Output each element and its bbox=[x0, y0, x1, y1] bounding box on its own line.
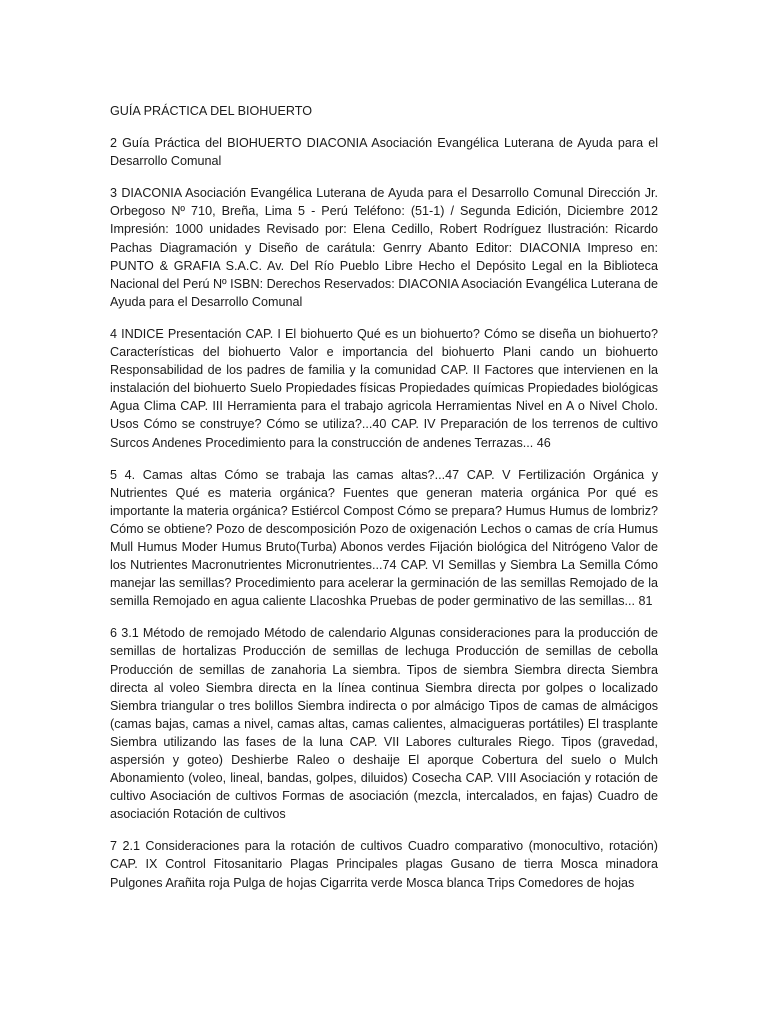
document-title: GUÍA PRÁCTICA DEL BIOHUERTO bbox=[110, 104, 313, 118]
paragraph-5: 5 4. Camas altas Cómo se trabaja las camas altas?...47 CAP. V Fertilización Orgánica y Nutrientes Qué es materia orgánica? Fuentes que generan materia orgánica Por qué es importante la materia orgánica? Estiércol Compost Cómo se prepara? Humus Humus de lombriz? Cómo se obtiene? Pozo de descomposición Pozo de oxigenación Lechos o camas de cría Humus Mull Humus Moder Humus Bruto(Turba) Abonos verdes Fijación biológica del Nitrógeno Valor de los Nutrientes Macronutrientes Micronutrientes...74 CAP. VI Semillas y Siembra La Semilla Cómo manejar las semillas? Procedimiento para acelerar la germinación de las semillas Remojado de la semilla Remojado en agua caliente Llacoshka Pruebas de poder germinativo de las semillas... 81 bbox=[110, 467, 658, 609]
paragraph-3: 3 DIACONIA Asociación Evangélica Luterana de Ayuda para el Desarrollo Comunal Dirección Jr. Orbegoso Nº 710, Breña, Lima 5 - Perú Teléfono: (51-1) / Segunda Edición, Diciembre 2012 Impresión: 1000 unidades Revisado por: Elena Cedillo, Robert Rodríguez Ilustración: Ricardo Pachas Diagramación y Diseño de carátula: Genrry Abanto Editor: DIACONIA Impreso en: PUNTO & GRAFIA S.A.C. Av. Del Río Pueblo Libre Hecho el Depósito Legal en la Biblioteca Nacional del Perú Nº ISBN: Derechos Reservados: DIACONIA Asociación Evangélica Luterana de Ayuda para el Desarrollo Comunal bbox=[110, 186, 658, 309]
paragraph-6: 6 3.1 Método de remojado Método de calendario Algunas consideraciones para la producción de semillas de hortalizas Producción de semillas de lechuga Producción de semillas de cebolla Producción de semillas de zanahoria La siembra. Tipos de siembra Siembra directa Siembra directa al voleo Siembra directa en la línea continua Siembra directa por golpes o localizado Siembra triangular o tres bolillos Siembra indirecta o por almácigo Tipos de camas de almácigos (camas bajas, camas a nivel, camas altas, camas calientes, almacigueras portátiles) El trasplante Siembra utilizando las fases de la luna CAP. VII Labores culturales Riego. Tipos (gravedad, aspersión y goteo) Deshierbe Raleo o deshaije El aporque Cobertura del suelo o Mulch Abonamiento (voleo, lineal, bandas, golpes, diluidos) Cosecha CAP. VIII Asociación y rotación de cultivo Asociación de cultivos Formas de asociación (mezcla, intercalados, en fajas) Cuadro de asociación Rotación de cultivos bbox=[110, 626, 658, 822]
paragraph-7: 7 2.1 Consideraciones para la rotación de cultivos Cuadro comparativo (monocultivo, rotación) CAP. IX Control Fitosanitario Plagas Principales plagas Gusano de tierra Mosca minadora Pulgones Arañita roja Pulga de hojas Cigarrita verde Mosca blanca Trips Comedores de hojas bbox=[110, 839, 658, 890]
document-page bbox=[110, 102, 658, 906]
paragraph-2: 2 Guía Práctica del BIOHUERTO DIACONIA Asociación Evangélica Luterana de Ayuda para el Desarrollo Comunal bbox=[110, 136, 658, 169]
paragraph-4-index: 4 INDICE Presentación CAP. I El biohuerto Qué es un biohuerto? Cómo se diseña un biohuerto? Características del biohuerto Valor e importancia del biohuerto Plani cando un biohuerto Responsabilidad de los padres de familia y la comunidad CAP. II Factores que intervienen en la instalación del biohuerto Suelo Propiedades físicas Propiedades químicas Propiedades biológicas Agua Clima CAP. III Herramienta para el trabajo agricola Herramientas Nivel en A o Nivel Cholo. Usos Cómo se construye? Cómo se utiliza?...40 CAP. IV Preparación de los terrenos de cultivo Surcos Andenes Procedimiento para la construcción de andenes Terrazas... 46 bbox=[110, 326, 658, 450]
